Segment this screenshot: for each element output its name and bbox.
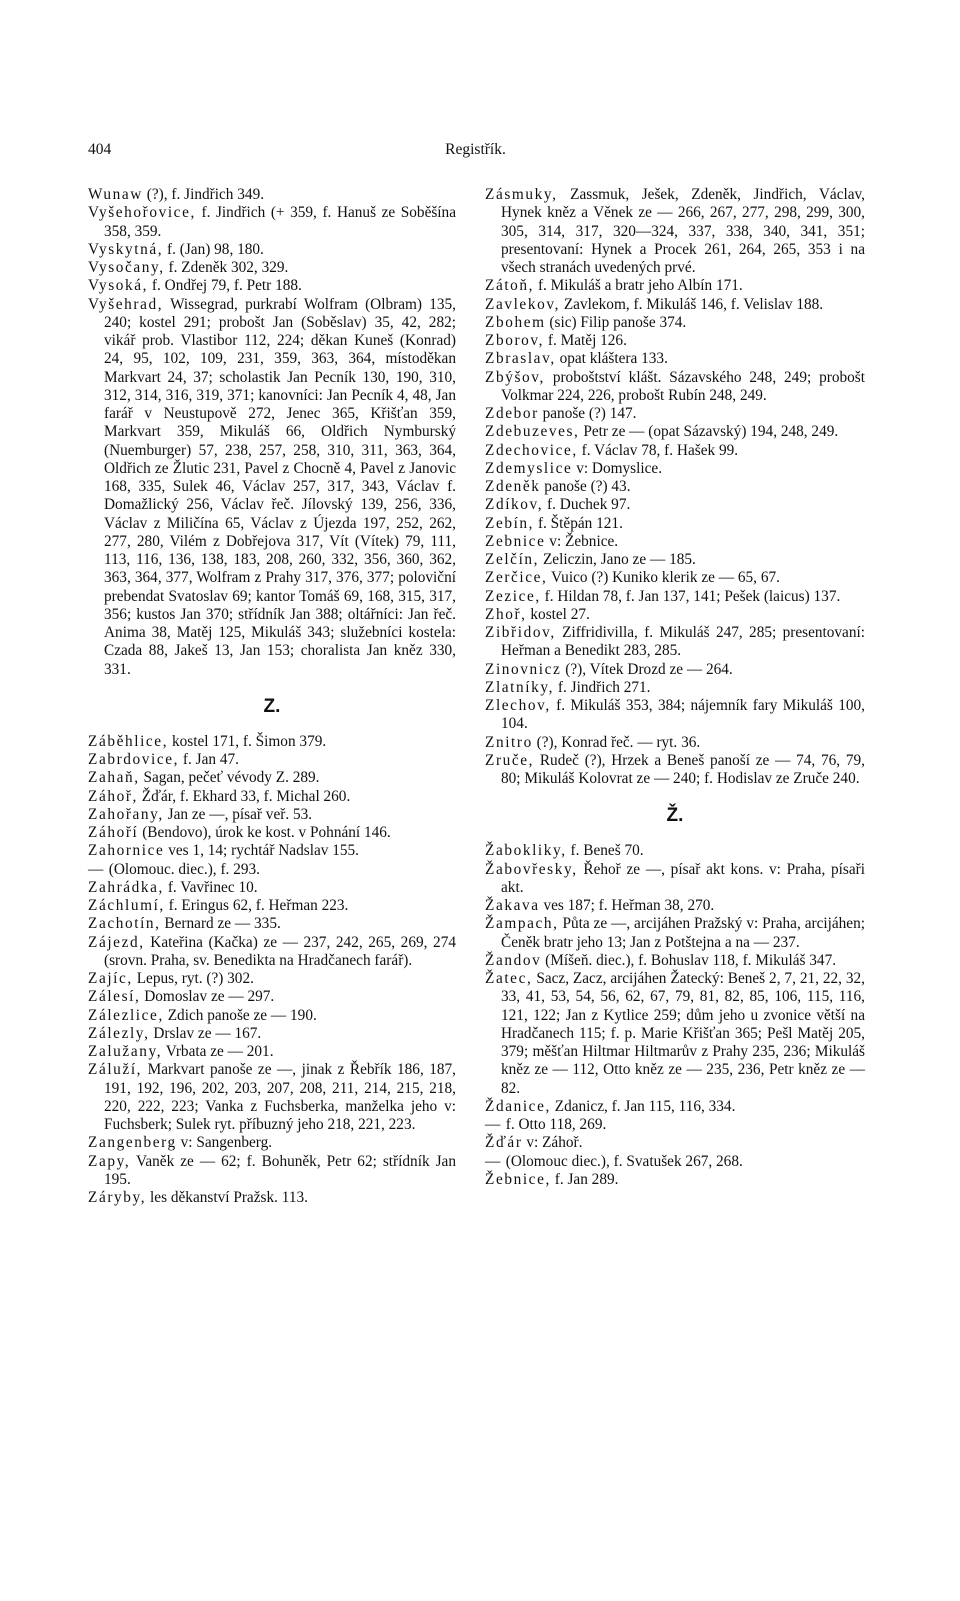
entry-headword: Zajíc, [88, 970, 133, 987]
index-entry [88, 733, 456, 751]
index-entry [88, 769, 456, 787]
entry-headword: Zahrádka, [88, 878, 164, 896]
entry-text: f. Jan 289. [554, 1170, 619, 1188]
index-entry [485, 277, 865, 295]
entry-text: Lepus, ryt. (?) 302. [136, 970, 254, 987]
index-entry [485, 952, 865, 970]
index-entry [88, 186, 456, 204]
entry-text: ves 1, 14; rychtář Nadslav 155. [168, 842, 359, 860]
entry-headword: Zruče, [485, 751, 535, 769]
index-entry [485, 296, 865, 314]
index-entry [485, 496, 865, 514]
index-entry [485, 661, 865, 679]
entry-headword: Zabrdovice, [88, 751, 180, 768]
entry-text: f. Jindřich (+ 359, f. Hanuš ze Soběšína 358, 359. [104, 204, 456, 240]
entry-text: Zeliczin, Jano ze — 185. [542, 551, 696, 568]
entry-text: Půta ze —, arcijáhen Pražský v: Praha, arcijáhen; Čeněk bratr jeho 13; Jan z Potštejna a na — 237. [501, 915, 865, 951]
index-entry [88, 842, 456, 860]
entry-headword: Zdeněk [485, 478, 541, 495]
entry-headword: Zbraslav, [485, 350, 556, 368]
entry-headword: Žakava [485, 897, 540, 914]
entry-text: f. Duchek 97. [547, 496, 631, 514]
index-entry [485, 423, 865, 441]
entry-text: Ziffridivilla, f. Mikuláš 247, 285; presentovaní: Heřman a Benedikt 283, 285. [501, 624, 865, 660]
entry-headword: Zbýšov, [485, 368, 545, 386]
entry-headword: Zavlekov, [485, 295, 560, 313]
index-entry [485, 1098, 865, 1116]
index-entry [88, 751, 456, 769]
entry-text: Řehoř ze —, písař akt kons. v: Praha, písaři akt. [501, 860, 865, 896]
entry-headword: Zangenberg [88, 1134, 177, 1152]
index-entry [88, 988, 456, 1006]
entry-headword: Záhoř, [88, 787, 138, 805]
entry-headword: Zerčice, [485, 569, 548, 587]
entry-headword: Žandov [485, 951, 542, 969]
entry-text: Sacz, Zacz, arcijáhen Žatecký: Beneš 2, 7, 21, 22, 32, 33, 41, 53, 54, 56, 62, 67, 79, 81, 82, 85, 106, 115, 116, 121, 122; Jan z Kytlice 259; dům jeho u zvonice větší na Hradčanech 115; f. p. Marie Křišťan 365; Pešl Matěj 205, 379; měšťan Hiltmar Hiltmarův z Prahy 235, 236; Mikuláš kněz ze — 112, Otto kněz ze — 235, 236, Petr kněz ze — 82. [501, 970, 866, 1097]
entry-headword: Zdíkov, [485, 496, 544, 514]
index-entry [88, 861, 456, 879]
index-entry [485, 588, 865, 606]
entry-headword: Žampach, [485, 915, 559, 933]
entry-text: (?), Konrad řeč. — ryt. 36. [536, 733, 701, 751]
entry-headword: Zborov, [485, 332, 545, 349]
entry-text: f. Ondřej 79, f. Petr 188. [151, 277, 302, 295]
entry-headword: — [485, 1116, 502, 1133]
index-entry [485, 442, 865, 460]
entry-headword: — [88, 860, 105, 878]
entry-text: v: Žebnice. [549, 532, 619, 550]
entry-text: kostel 171, f. Šimon 379. [171, 732, 327, 750]
entry-headword: — [485, 1152, 502, 1170]
index-entry [485, 697, 865, 734]
entry-text: f. Eringus 62, f. Heřman 223. [168, 897, 349, 914]
entry-text: Sagan, pečeť vévody Z. 289. [143, 769, 320, 787]
index-entry [485, 314, 865, 332]
index-entry [485, 970, 865, 1098]
index-entry [88, 970, 456, 988]
section-heading: Z. [263, 695, 281, 717]
entry-text: panoše (?) 147. [542, 405, 637, 422]
entry-text: f. Mikuláš 353, 384; nájemník fary Mikuláš 100, 104. [501, 697, 865, 733]
section-heading: Ž. [666, 805, 684, 827]
index-entry [88, 1061, 456, 1134]
index-entry [88, 1025, 456, 1043]
entry-headword: Zahořany, [88, 805, 164, 823]
entry-headword: Zhoř, [485, 605, 527, 623]
index-entry [485, 332, 865, 350]
index-entry [485, 734, 865, 752]
entry-headword: Zátoň, [485, 277, 535, 295]
entry-headword: Zdebuzeves, [485, 423, 580, 441]
entry-text: f. Matěj 126. [547, 332, 627, 349]
index-entry [88, 915, 456, 933]
entry-headword: Záhoří [88, 824, 139, 841]
index-entry [88, 296, 456, 679]
entry-headword: Žďár [485, 1134, 523, 1152]
index-entry [485, 569, 865, 587]
right-column [485, 186, 865, 1189]
index-entry [88, 1007, 456, 1025]
entry-headword: Zelčín, [485, 551, 540, 568]
entry-headword: Žabokliky, [485, 842, 567, 860]
entry-text: (sic) Filip panoše 374. [549, 313, 687, 331]
entry-text: Zavlekom, f. Mikuláš 146, f. Velislav 188. [563, 295, 824, 313]
entry-headword: Zebnice [485, 532, 546, 550]
entry-text: f. Jan 47. [182, 751, 239, 768]
entry-headword: Zachotín, [88, 915, 161, 933]
entry-text: v: Domyslice. [576, 459, 663, 477]
index-entry [485, 897, 865, 915]
entry-headword: Zalužany, [88, 1043, 163, 1060]
entry-text: Jan ze —, písař veř. 53. [167, 805, 313, 823]
entry-text: f. Otto 118, 269. [505, 1116, 607, 1133]
index-entry [485, 915, 865, 952]
index-entry [485, 1153, 865, 1171]
entry-headword: Zahornice [88, 842, 165, 860]
index-entry [88, 1134, 456, 1152]
entry-headword: Žatec, [485, 970, 533, 987]
entry-text: f. Mikuláš a bratr jeho Albín 171. [537, 277, 743, 295]
entry-text: Zdich panoše ze — 190. [167, 1006, 317, 1024]
entry-headword: Záchlumí, [88, 897, 165, 914]
index-entry [88, 934, 456, 971]
entry-text: opat kláštera 133. [559, 350, 668, 368]
index-entry [88, 1043, 456, 1061]
index-entry [88, 204, 456, 241]
index-entry [485, 551, 865, 569]
index-entry [88, 879, 456, 897]
index-entry [485, 679, 865, 697]
entry-text: (?), f. Jindřich 349. [146, 186, 265, 203]
entry-text: Bernard ze — 335. [164, 915, 281, 933]
index-entry [88, 1189, 456, 1207]
entry-headword: Zálesí, [88, 988, 141, 1006]
entry-text: Drslav ze — 167. [153, 1024, 262, 1042]
entry-headword: Zlatníky, [485, 678, 555, 696]
index-entry [88, 806, 456, 824]
entry-headword: Zdemyslice [485, 459, 573, 477]
index-entry [485, 533, 865, 551]
entry-headword: Vysočany, [88, 259, 165, 276]
entry-text: v: Sangenberg. [180, 1134, 273, 1152]
running-header [88, 138, 863, 162]
index-entry [485, 1116, 865, 1134]
index-entry [485, 861, 865, 898]
entry-text: Markvart panoše ze —, jinak z Řebřík 186, 187, 191, 192, 196, 202, 203, 207, 208, 211, 214, 215, 218, 220, 222, 223; Vanka z Fuchsberka, manželka jeho v: Fuchsberk; Sulek ryt. příbuzný jeho 218, 221, 223. [104, 1061, 457, 1133]
entry-text: f. Zdeněk 302, 329. [168, 259, 289, 276]
entry-headword: Zinovnicz [485, 660, 562, 678]
entry-text: proboštství klášt. Sázavského 248, 249; probošt Volkmar 224, 226, probošt Rubín 248, 249. [501, 368, 865, 404]
entry-headword: Ždanice, [485, 1097, 551, 1115]
entry-headword: Zdechovice, [485, 441, 578, 459]
entry-text: Kateřina (Kačka) ze — 237, 242, 265, 269, 274 (srovn. Praha, sv. Benedikta na Hradčanech farář). [104, 933, 457, 969]
entry-headword: Záběhlice, [88, 732, 169, 750]
entry-headword: Zapy, [88, 1152, 131, 1170]
index-entry [88, 897, 456, 915]
entry-text: Petr ze — (opat Sázavský) 194, 248, 249. [583, 423, 839, 441]
entry-headword: Zlechov, [485, 697, 551, 714]
entry-text: (Míšeň. diec.), f. Bohuslav 118, f. Mikuláš 347. [545, 951, 837, 969]
entry-text: Wissegrad, purkrabí Wolfram (Olbram) 135, 240; kostel 291; probošt Jan (Soběslav) 35, 42, 282; vikář prob. Vlastibor 112, 224; děkan Kuneš (Konrad) 24, 95, 102, 109, 231, 359, 363, 364, místoděkan Markvart 24, 37; scholastik Jan Pecník 130, 190, 310, 312, 314, 316, 319, 371; kanovníci: Jan Pecník 4, 48, Jan farář v Neustupově 272, Jenec 365, Křišťan 359, Markvart 359, Mikuláš 66, Oldřich Nymburský (Nuemburger) 57, 238, 257, 258, 310, 311, 363, 364, Oldřich ze Žlutic 231, Pavel z Chocně 4, Pavel z Janovic 168, 335, Sulek 46, Václav 257, 317, 343, Václav f. Domažlický 256, Václav řeč. Jílovský 139, 256, 336, Václav z Miličína 65, Václav z Újezda 197, 252, 262, 277, 280, Vilém z Dobřejova 317, Vít (Vítek) 79, 111, 113, 116, 136, 138, 183, 208, 260, 332, 356, 360, 362, 363, 364, 377, Wolfram z Prahy 317, 376, 377; poloviční prebendat Svatoslav 69; kantor Tomáš 69, 168, 315, 317, 356; kustos Jan 370; střídník Jan 388; oltářníci: Jan řeč. Anima 38, Matěj 125, Mikuláš 343; služebníci kostela: Czada 88, Jakeš 13, Jan 153; choralista Jan kněz 330, 331. [104, 295, 456, 678]
index-entry [88, 1153, 456, 1190]
entry-text: (Bendovo), úrok ke kost. v Pohnání 146. [142, 824, 391, 841]
index-entry [485, 1134, 865, 1152]
entry-headword: Zásmuky, [485, 186, 558, 203]
entry-text: f. Vavřinec 10. [167, 878, 258, 896]
page-number: 404 [88, 141, 112, 158]
index-entry [485, 350, 865, 368]
entry-text: Zdanicz, f. Jan 115, 116, 334. [554, 1097, 736, 1115]
index-entry [485, 369, 865, 406]
index-entry [485, 1171, 865, 1189]
entry-headword: Zájezd, [88, 933, 145, 951]
entry-headword: Vyšehořovice, [88, 204, 196, 222]
index-entry [485, 460, 865, 478]
entry-headword: Žabovřesky, [485, 860, 578, 878]
index-entry [485, 624, 865, 661]
entry-text: Žďár, f. Ekhard 33, f. Michal 260. [141, 787, 351, 805]
entry-text: f. Jindřich 271. [557, 678, 651, 696]
entry-headword: Zibřidov, [485, 624, 556, 641]
entry-headword: Vysoká, [88, 277, 149, 295]
entry-text: les děkanství Pražsk. 113. [150, 1189, 308, 1206]
entry-headword: Vyšehrad, [88, 295, 164, 313]
entry-text: panoše (?) 43. [544, 478, 631, 495]
entry-headword: Zbohem [485, 313, 546, 331]
entry-headword: Záryby, [88, 1189, 147, 1206]
entry-text: kostel 27. [530, 605, 590, 623]
entry-headword: Zálezly, [88, 1024, 150, 1042]
entry-headword: Vyskytná, [88, 240, 164, 258]
entry-text: Domoslav ze — 297. [144, 988, 275, 1006]
entry-text: (?), Vítek Drozd ze — 264. [565, 660, 733, 678]
entry-headword: Žebnice, [485, 1170, 551, 1188]
entry-text: f. Beneš 70. [570, 842, 644, 860]
index-entry [485, 515, 865, 533]
index-entry [88, 788, 456, 806]
entry-text: Vuico (?) Kuniko klerik ze — 65, 67. [551, 569, 780, 587]
entry-text: Rudeč (?), Hrzek a Beneš panoší ze — 74, 76, 79, 80; Mikuláš Kolovrat ze — 240; f. Hodislav ze Zruče 240. [501, 751, 866, 787]
index-entry [88, 259, 456, 277]
entry-headword: Wunaw [88, 186, 143, 203]
index-entry [485, 405, 865, 423]
index-entry [485, 186, 865, 277]
entry-text: f. Hildan 78, f. Jan 137, 141; Pešek (laicus) 137. [544, 587, 841, 605]
index-entry [485, 478, 865, 496]
entry-text: (Olomouc. diec.), f. 293. [108, 860, 260, 878]
index-entry [485, 842, 865, 860]
entry-headword: Zahaň, [88, 769, 140, 787]
entry-headword: Zebín, [485, 514, 535, 532]
entry-headword: Znitro [485, 733, 533, 751]
page-title: Registřík. [445, 141, 506, 158]
index-entry [485, 752, 865, 789]
entry-text: Vrbata ze — 201. [165, 1043, 274, 1060]
entry-headword: Zdebor [485, 405, 539, 422]
index-entry [88, 277, 456, 295]
entry-text: ves 187; f. Heřman 38, 270. [543, 897, 715, 914]
entry-text: f. Václav 78, f. Hašek 99. [581, 441, 739, 459]
entry-text: f. Štěpán 121. [537, 514, 623, 532]
entry-text: v: Záhoř. [526, 1134, 583, 1152]
entry-text: f. (Jan) 98, 180. [167, 240, 264, 258]
entry-headword: Záluží, [88, 1061, 143, 1079]
entry-text: Vaněk ze — 62; f. Bohuněk, Petr 62; střídník Jan 195. [104, 1152, 456, 1188]
index-entry [88, 824, 456, 842]
left-column [88, 186, 456, 1207]
index-entry [485, 606, 865, 624]
index-entry [88, 241, 456, 259]
entry-text: (Olomouc diec.), f. Svatušek 267, 268. [505, 1152, 743, 1170]
entry-text: Zassmuk, Ješek, Zdeněk, Jindřich, Václav, Hynek kněz a Věnek ze — 266, 267, 277, 298, 299, 300, 305, 314, 317, 320—324, 337, 338, 340, 341, 351; presentovaní: Hynek a Procek 261, 264, 265, 353 i na všech stranách uvedených prvé. [501, 186, 866, 276]
entry-headword: Zezice, [485, 587, 541, 605]
entry-headword: Zálezlice, [88, 1006, 164, 1024]
